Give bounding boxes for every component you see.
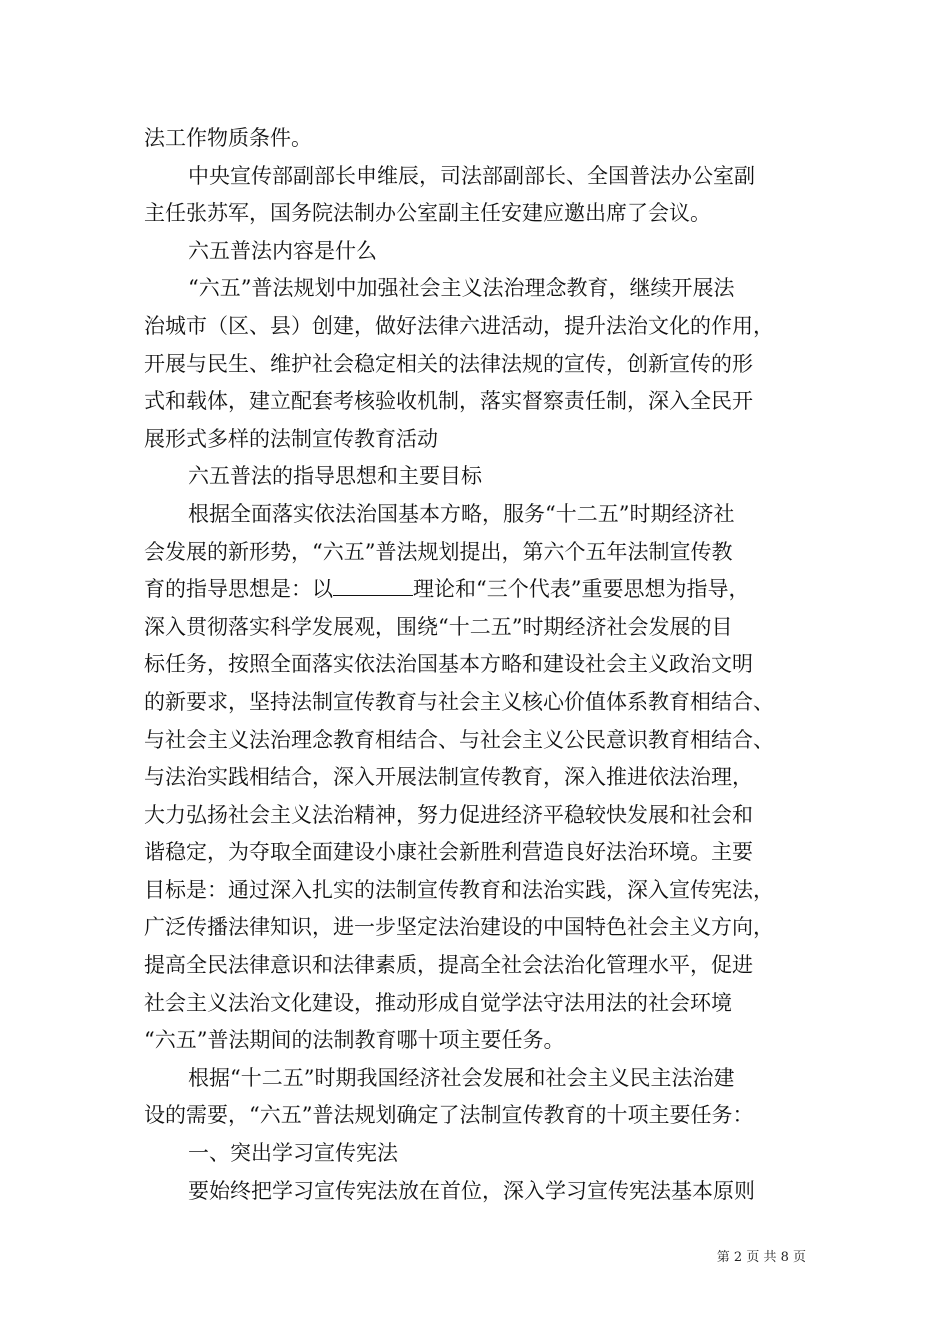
text-line: 开展与民生、维护社会稳定相关的法律法规的宣传，创新宣传的形: [144, 351, 753, 376]
text-line: 的新要求，坚持法制宣传教育与社会主义核心价值体系教育相结合、: [144, 689, 774, 714]
text-line: 与法治实践相结合，深入开展法制宣传教育，深入推进依法治理，: [144, 765, 753, 790]
text-line: 谐稳定，为夺取全面建设小康社会新胜利营造良好法治环境。主要: [144, 840, 753, 865]
text-line: 与社会主义法治理念教育相结合、与社会主义公民意识教育相结合、: [144, 727, 774, 752]
text-line: 社会主义法治文化建设，推动形成自觉学法守法用法的社会环境: [144, 990, 732, 1015]
text-line: 中央宣传部副部长申维辰，司法部副部长、全国普法办公室副: [188, 163, 755, 188]
text-line: 根据“十二五”时期我国经济社会发展和社会主义民主法治建: [188, 1065, 735, 1090]
text-line: 提高全民法律意识和法律素质，提高全社会法治化管理水平，促进: [144, 953, 753, 978]
text-line: 要始终把学习宣传宪法放在首位，深入学习宣传宪法基本原则: [188, 1178, 755, 1203]
text-line: 深入贯彻落实科学发展观，围绕“十二五”时期经济社会发展的目: [144, 614, 733, 639]
text-line: 标任务，按照全面落实依法治国基本方略和建设社会主义政治文明: [144, 652, 753, 677]
text-line: “六五”普法规划中加强社会主义法治理念教育，继续开展法: [188, 276, 735, 301]
text-line: 法工作物质条件。: [144, 126, 312, 150]
text-line: 广泛传播法律知识，进一步坚定法治建设的中国特色社会主义方向，: [144, 915, 774, 940]
text-line: [144, 571, 824, 609]
text-line: 一、突出学习宣传宪法: [188, 1141, 398, 1166]
text-line: 会发展的新形势，“六五”普法规划提出，第六个五年法制宣传教: [144, 539, 733, 564]
document-body: [144, 120, 824, 1210]
page-footer: 第 2 页 共 8 页: [716, 1250, 806, 1265]
text-line: “六五”普法期间的法制教育哪十项主要任务。: [144, 1028, 565, 1053]
fill-in-blank: [333, 577, 413, 596]
text-segment: 育的指导思想是：以: [144, 577, 333, 602]
text-line: 六五普法内容是什么: [188, 238, 377, 263]
text-line: 目标是：通过深入扎实的法制宣传教育和法治实践，深入宣传宪法，: [144, 877, 774, 902]
text-line: 展形式多样的法制宣传教育活动: [144, 426, 438, 451]
text-line: 大力弘扬社会主义法治精神，努力促进经济平稳较快发展和社会和: [144, 802, 753, 827]
text-segment: 理论和“三个代表”重要思想为指导，: [413, 577, 750, 602]
text-line: 六五普法的指导思想和主要目标: [188, 464, 482, 489]
text-line: 治城市（区、县）创建，做好法律六进活动，提升法治文化的作用，: [144, 313, 774, 338]
text-line: 设的需要，“六五”普法规划确定了法制宣传教育的十项主要任务：: [144, 1103, 754, 1128]
text-line: 主任张苏军，国务院法制办公室副主任安建应邀出席了会议。: [144, 201, 711, 226]
text-line: 式和载体，建立配套考核验收机制，落实督察责任制，深入全民开: [144, 389, 753, 414]
text-line: 根据全面落实依法治国基本方略，服务“十二五”时期经济社: [188, 501, 735, 526]
